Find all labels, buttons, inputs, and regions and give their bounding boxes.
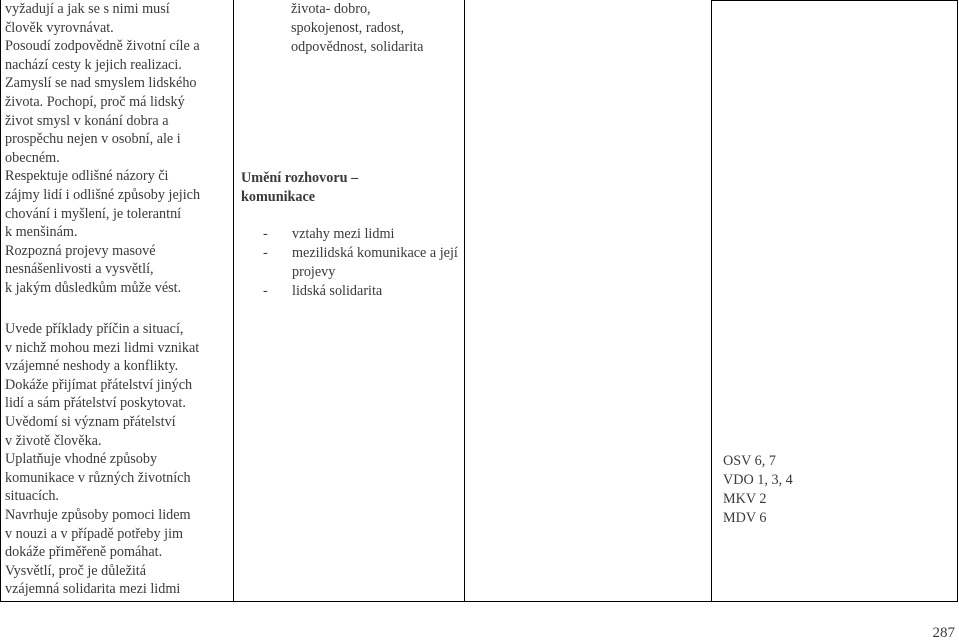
cross-topic: MDV 6 (723, 510, 767, 526)
column-divider-3 (711, 0, 712, 602)
table-border-bottom (0, 601, 958, 602)
column-divider-1 (233, 0, 234, 602)
cross-topic: VDO 1, 3, 4 (723, 472, 793, 488)
outcome-text: vyžadují a jak se s nimi musí člověk vyrovnávat. (5, 1, 170, 36)
cross-topic: OSV 6, 7 (723, 453, 776, 469)
outcome-text: Dokáže přijímat přátelství jiných lidí a sám přátelství poskytovat. (5, 376, 193, 412)
column-divider-2 (464, 0, 465, 602)
outcome-text: Navrhuje způsoby pomoci lidem v nouzi a v případě potřeby jim dokáže přiměřeně pomáhat. (5, 506, 191, 561)
outcome-text: Rozpozná projevy masové nesnášenlivosti a vysvětlí, k jakým důsledkům může vést. (5, 242, 182, 296)
table-border-top (711, 0, 958, 1)
outcome-text: Respektuje odlišné názory či zájmy lidí i odlišné způsoby jejich chování i myšlení, je tolerantní k menšinám. (5, 168, 201, 241)
outcome-text: Uplatňuje vhodné způsoby komunikace v různých životních situacích. (5, 451, 191, 505)
table-border-right (957, 0, 958, 602)
topic-list-item: - lidská solidarita (263, 282, 462, 301)
outcome-text: Posoudí zodpovědně životní cíle a nachází cesty k jejich realizaci. (5, 38, 200, 73)
topic-intro: života- dobro, spokojenost, radost, odpovědnost, solidarita (291, 1, 424, 55)
row1-outcomes-cell (5, 0, 231, 298)
topic-heading: Umění rozhovoru – komunikace (241, 170, 359, 205)
outcome-text: Vysvětlí, proč je důležitá vzájemná solidarita mezi lidmi (5, 562, 181, 598)
outcome-text: Uvede příklady příčin a situací, v nichž mohou mezi lidmi vznikat vzájemné neshody a konflikty. (5, 321, 200, 375)
cross-topic: MKV 2 (723, 491, 767, 507)
page-number: 287 (932, 625, 955, 641)
outcome-text: Zamyslí se nad smyslem lidského života. Pochopí, proč má lidský život smysl v konání dobra a prospěchu nejen v osobní, ale i obecném. (5, 75, 197, 166)
topic-list-item: - vztahy mezi lidmi (263, 225, 462, 244)
topic-list-item: - mezilidská komunikace a její projevy (263, 244, 462, 282)
row1-topic-cell (241, 0, 463, 301)
cross-topics-cell (723, 452, 943, 528)
row2-outcomes-cell (5, 320, 231, 599)
table-border-left (0, 0, 1, 602)
topic-list (241, 225, 463, 301)
outcome-text: Uvědomí si význam přátelství v životě člověka. (5, 413, 176, 449)
